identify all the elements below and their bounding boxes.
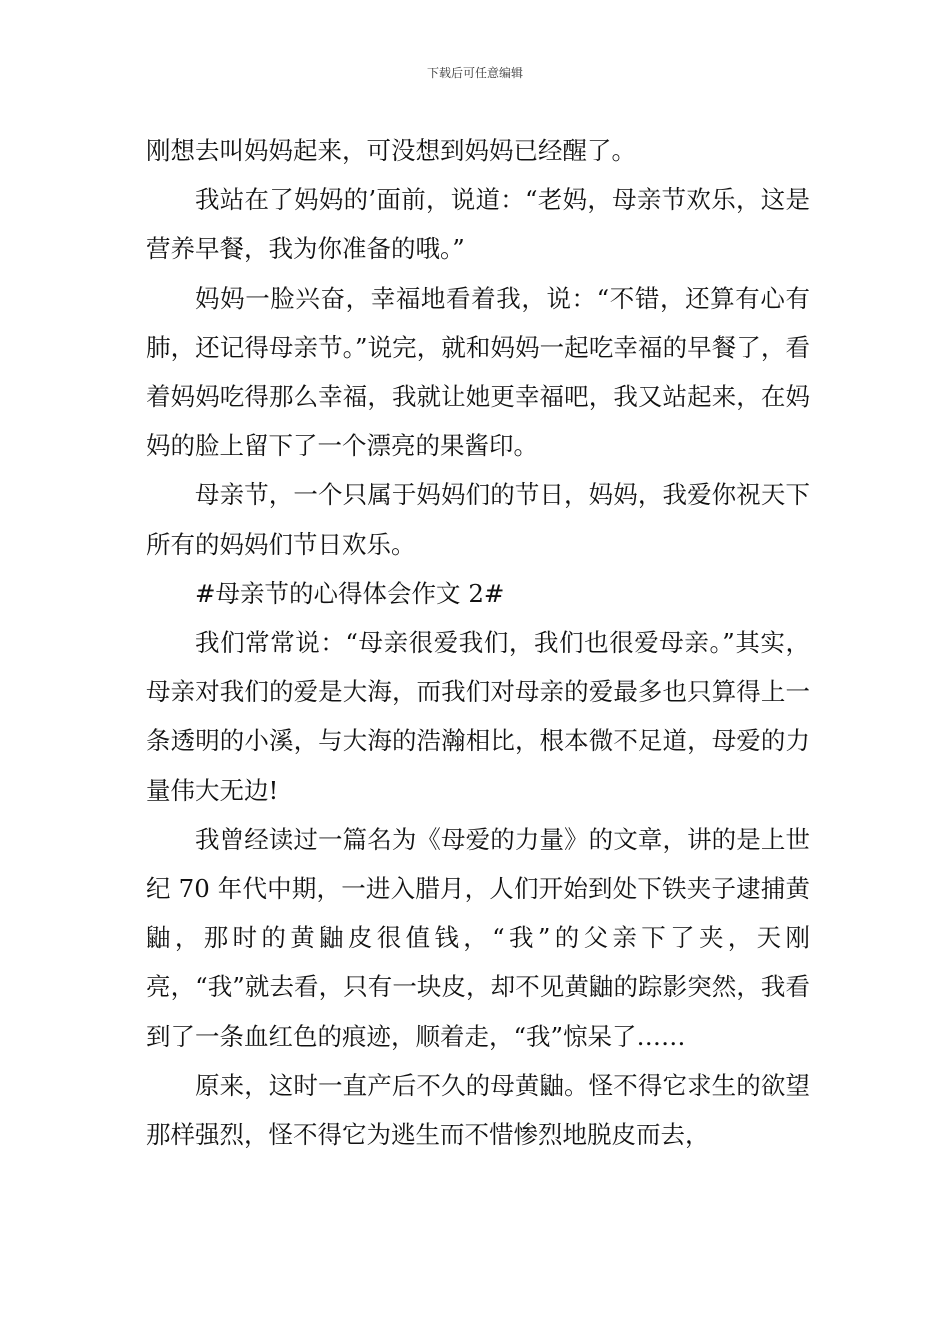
document-body (146, 126, 810, 1159)
paragraph-breakfast: 妈妈一脸兴奋，幸福地看着我，说：“不错，还算有心有肺，还记得母亲节。”说完，就和妈妈一起吃幸福的早餐了，看着妈妈吃得那么幸福，我就让她更幸福吧，我又站起来，在妈妈的脸上留下了一个漂亮的果酱印。 (146, 283, 810, 461)
paragraph-story: 我曾经读过一篇名为《母爱的力量》的文章，讲的是上世纪 70 年代中期，一进入腊月，人们开始到处下铁夹子逮捕黄鼬，那时的黄鼬皮很值钱，“我”的父亲下了夹，天刚亮，“我”就去看，只有一块皮，却不见黄鼬的踪影突然，我看到了一条血红色的痕迹，顺着走，“我”惊呆了…… (146, 824, 810, 1051)
paragraph-blessing: 母亲节，一个只属于妈妈们的节日，妈妈，我爱你祝天下所有的妈妈们节日欢乐。 (146, 480, 810, 559)
paragraph-mother-love: 我们常常说：“母亲很爱我们，我们也很爱母亲。”其实，母亲对我们的爱是大海，而我们对母亲的爱最多也只算得上一条透明的小溪，与大海的浩瀚相比，根本微不足道，母爱的力量伟大无边! (146, 628, 810, 805)
paragraph-continuation: 刚想去叫妈妈起来，可没想到妈妈已经醒了。 (146, 136, 636, 165)
page-header: 下载后可任意编辑 (426, 66, 523, 80)
paragraph-story-continued: 原来，这时一直产后不久的母黄鼬。怪不得它求生的欲望那样强烈，怪不得它为逃生而不惜惨烈地脱皮而去， (146, 1070, 810, 1150)
paragraph-greeting: 我站在了妈妈的’面前，说道：“老妈，母亲节欢乐，这是营养早餐，我为你准备的哦。” (146, 185, 810, 264)
section-heading: #母亲节的心得体会作文 2# (195, 578, 505, 608)
